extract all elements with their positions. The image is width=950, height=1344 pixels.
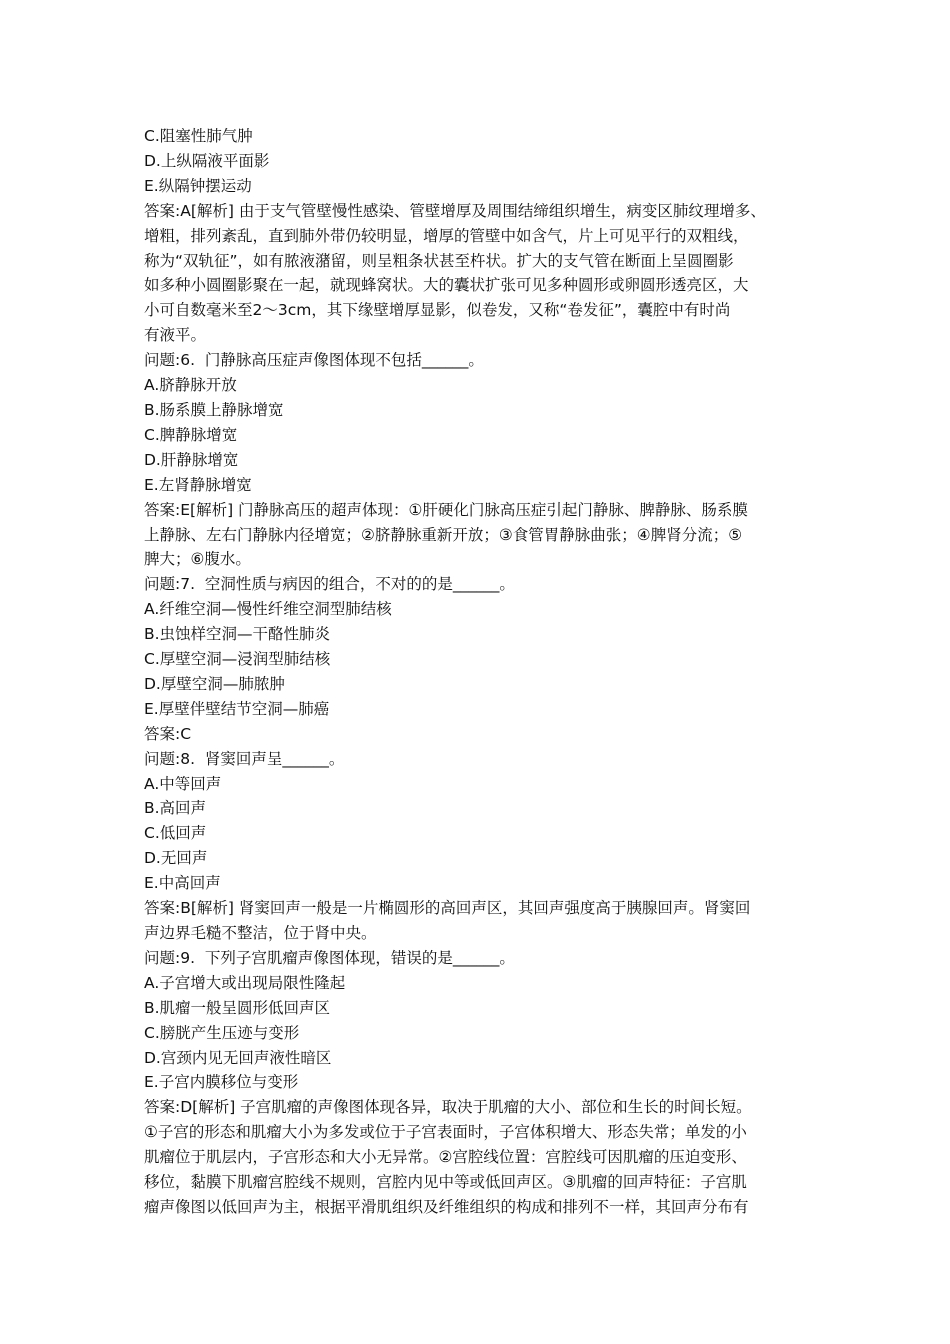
text-line: 小可自数毫米至2～3cm，其下缘壁增厚显影，似卷发，又称“卷发征”，囊腔中有时尚 (144, 301, 731, 320)
text-line: 瘤声像图以低回声为主，根据平滑肌组织及纤维组织的构成和排列不一样，其回声分布有 (144, 1197, 749, 1216)
document-page (144, 124, 812, 1220)
text-line: 称为“双轨征”，如有脓液潴留，则呈粗条状甚至杵状。扩大的支气管在断面上呈圆圈影 (144, 251, 734, 270)
option-line: B.高回声 (144, 799, 207, 818)
answer-line: 答案:C (144, 724, 192, 743)
text-line: ①子宫的形态和肌瘤大小为多发或位于子宫表面时，子宫体积增大、形态失常；单发的小 (144, 1123, 747, 1142)
option-line: B.虫蚀样空洞—干酪性肺炎 (144, 625, 331, 644)
option-line: C.膀胱产生压迹与变形 (144, 1023, 300, 1042)
text-line: 脾大；⑥腹水。 (144, 550, 251, 569)
option-line: E.左肾静脉增宽 (144, 475, 252, 494)
text-line: C.阻塞性肺气肿 (144, 127, 253, 145)
option-line: E.厚壁伴壁结节空洞—肺癌 (144, 699, 330, 718)
answer-line: 答案:B[解析] 肾窦回声一般是一片椭圆形的高回声区，其回声强度高于胰腺回声。肾窦回 (144, 899, 751, 918)
text-line: 声边界毛糙不整洁，位于肾中央。 (144, 924, 377, 942)
option-line: B.肌瘤一般呈圆形低回声区 (144, 998, 331, 1017)
option-line: A.子宫增大或出现局限性隆起 (144, 973, 346, 992)
answer-line: 答案:D[解析] 子宫肌瘤的声像图体现各异，取决于肌瘤的大小、部位和生长的时间长短。 (144, 1098, 752, 1117)
text-line: 移位，黏膜下肌瘤宫腔线不规则，宫腔内见中等或低回声区。③肌瘤的回声特征：子宫肌 (144, 1173, 747, 1192)
text-line: 上静脉、左右门静脉内径增宽；②脐静脉重新开放；③食管胃静脉曲张；④脾肾分流；⑤ (144, 525, 743, 544)
text-line: E.纵隔钟摆运动 (144, 176, 252, 195)
option-line: D.宫颈内见无回声液性暗区 (144, 1048, 332, 1067)
text-line: D.上纵隔液平面影 (144, 151, 270, 170)
option-line: C.低回声 (144, 824, 207, 843)
text-line: 肌瘤位于肌层内，子宫形态和大小无异常。②宫腔线位置：宫腔线可因肌瘤的压迫变形、 (144, 1148, 747, 1167)
option-line: E.子宫内膜移位与变形 (144, 1073, 299, 1092)
option-line: D.无回声 (144, 849, 208, 868)
answer-line: 答案:E[解析] 门静脉高压的超声体现：①肝硬化门脉高压症引起门静脉、脾静脉、肠系膜 (144, 500, 748, 519)
answer-line: 答案:A[解析] 由于支气管壁慢性感染、管壁增厚及周围结缔组织增生，病变区肺纹理增多、 (144, 201, 766, 220)
option-line: D.肝静脉增宽 (144, 450, 239, 469)
text-line: 增粗，排列紊乱，直到肺外带仍较明显，增厚的管壁中如含气，片上可见平行的双粗线， (144, 226, 749, 245)
option-line: A.中等回声 (144, 774, 222, 793)
text-line: 如多种小圆圈影聚在一起，就现蜂窝状。大的囊状扩张可见多种圆形或卵圆形透亮区，大 (144, 276, 749, 295)
option-line: B.肠系膜上静脉增宽 (144, 400, 284, 419)
option-line: E.中高回声 (144, 874, 221, 893)
question-line: 问题:9. 下列子宫肌瘤声像图体现，错误的是______。 (144, 948, 515, 967)
question-line: 问题:8. 肾窦回声呈______。 (144, 749, 345, 768)
question-line: 问题:6. 门静脉高压症声像图体现不包括______。 (144, 351, 484, 370)
option-line: C.脾静脉增宽 (144, 425, 238, 444)
option-line: D.厚壁空洞—肺脓肿 (144, 674, 285, 693)
option-line: A.脐静脉开放 (144, 376, 237, 395)
option-line: C.厚壁空洞—浸润型肺结核 (144, 650, 331, 669)
text-line: 有液平。 (144, 326, 207, 345)
question-line: 问题:7. 空洞性质与病因的组合，不对的的是______。 (144, 575, 515, 594)
option-line: A.纤维空洞—慢性纤维空洞型肺结核 (144, 600, 392, 619)
